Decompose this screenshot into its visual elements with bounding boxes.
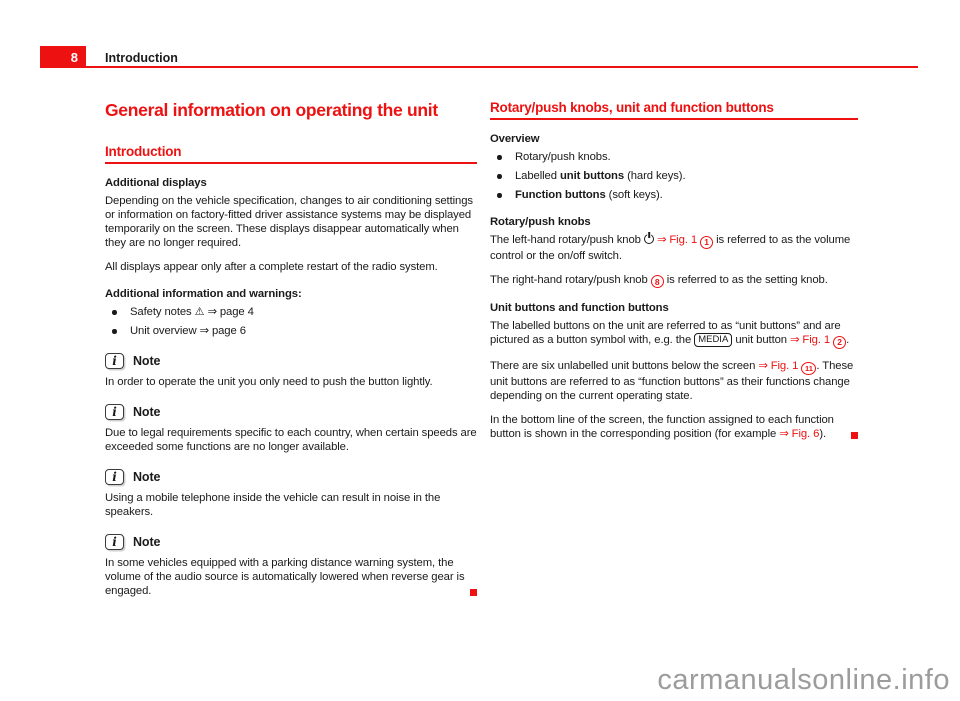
paragraph: The labelled buttons on the unit are referred to as “unit buttons” and are pictured as a button symbol with, e.g. the MEDIA unit button ⇒ Fig. 1 2 . — [490, 320, 850, 347]
info-icon: i — [105, 404, 124, 420]
page-number: 8 — [70, 50, 78, 65]
chapter-title: Introduction — [105, 51, 178, 65]
figure-reference[interactable]: ⇒ Fig. 1 — [656, 234, 698, 246]
list-item: Rotary/push knobs. — [490, 150, 858, 164]
figure-callout: 11 — [801, 362, 816, 375]
note-text: Using a mobile telephone inside the vehicle can result in noise in the speakers. — [105, 492, 441, 518]
figure-reference[interactable]: ⇒ Fig. 6 — [779, 428, 820, 440]
note-block — [105, 469, 477, 519]
note-header — [105, 469, 477, 485]
paragraph-heading: Additional information and warnings: — [105, 288, 302, 300]
note-label: Note — [133, 405, 161, 419]
info-icon: i — [105, 534, 124, 550]
list-item: Safety notes ⚠ ⇒ page 4 — [105, 305, 477, 319]
subsection-title-introduction: Introduction — [105, 144, 477, 164]
note-label: Note — [133, 354, 161, 368]
list-item: Unit overview ⇒ page 6 — [105, 324, 477, 338]
note-text: In some vehicles equipped with a parking distance warning system, the volume of the audio source is automatically lowered when reverse gear is engaged. — [105, 556, 477, 598]
note-header — [105, 534, 477, 550]
list-item: Function buttons (soft keys). — [490, 188, 858, 202]
header-rule — [40, 66, 918, 68]
paragraph: All displays appear only after a complete restart of the radio system. — [105, 261, 438, 273]
note-block — [105, 404, 477, 454]
figure-callout: 1 — [700, 236, 713, 249]
note-header — [105, 353, 477, 369]
page-number-box — [40, 46, 86, 68]
note-label: Note — [133, 470, 161, 484]
emphasis: Function buttons — [515, 189, 606, 201]
note-block — [105, 353, 477, 389]
left-column-content — [105, 176, 477, 598]
subsection-title-knobs-buttons: Rotary/push knobs, unit and function buttons — [490, 100, 858, 120]
info-icon: i — [105, 469, 124, 485]
button-keycap: MEDIA — [694, 333, 732, 347]
paragraph: The left-hand rotary/push knob ⇒ Fig. 1 1 is referred to as the volume control or the on/off switch. — [490, 234, 851, 262]
paragraph: The right-hand rotary/push knob 8 is referred to as the setting knob. — [490, 273, 828, 287]
bullet-list — [105, 305, 477, 338]
figure-callout: 2 — [833, 336, 846, 349]
paragraph-heading: Additional displays — [105, 177, 207, 189]
paragraph: There are six unlabelled unit buttons below the screen ⇒ Fig. 1 11 . These unit buttons are referred to as “function buttons” as their functions change depending on the current operating state. — [490, 359, 854, 402]
paragraph: Depending on the vehicle specification, changes to air conditioning settings or information on factory-fitted driver assistance systems may be displayed temporarily on the screen. These displays disappear automatically when they are no longer required. — [105, 195, 473, 249]
note-header — [105, 404, 477, 420]
right-column-content — [490, 132, 858, 441]
figure-reference[interactable]: ⇒ Fig. 1 — [790, 334, 831, 346]
figure-callout: 8 — [651, 275, 664, 288]
list-item: Labelled unit buttons (hard keys). — [490, 169, 858, 183]
note-text: In order to operate the unit you only need to push the button lightly. — [105, 376, 433, 388]
note-text: Due to legal requirements specific to each country, when certain speeds are exceeded some functions are no longer available. — [105, 427, 477, 453]
paragraph: In the bottom line of the screen, the function assigned to each function button is shown in the corresponding position (for example ⇒ Fig. 6). — [490, 413, 858, 441]
paragraph-heading: Overview — [490, 133, 540, 145]
paragraph-heading: Unit buttons and function buttons — [490, 302, 669, 314]
note-label: Note — [133, 535, 161, 549]
power-icon — [644, 234, 654, 244]
paragraph-heading: Rotary/push knobs — [490, 216, 591, 228]
emphasis: unit buttons — [559, 170, 625, 182]
note-block — [105, 534, 477, 598]
watermark: carmanualsonline.info — [657, 664, 950, 696]
section-end-marker — [470, 589, 477, 596]
left-column — [105, 100, 477, 611]
bullet-list — [490, 150, 858, 202]
figure-reference[interactable]: ⇒ Fig. 1 — [758, 359, 799, 372]
warning-icon: ⚠ — [194, 306, 205, 318]
section-title: General information on operating the unit — [105, 100, 438, 120]
right-column — [490, 100, 858, 451]
info-icon: i — [105, 353, 124, 369]
section-end-marker — [851, 432, 858, 439]
